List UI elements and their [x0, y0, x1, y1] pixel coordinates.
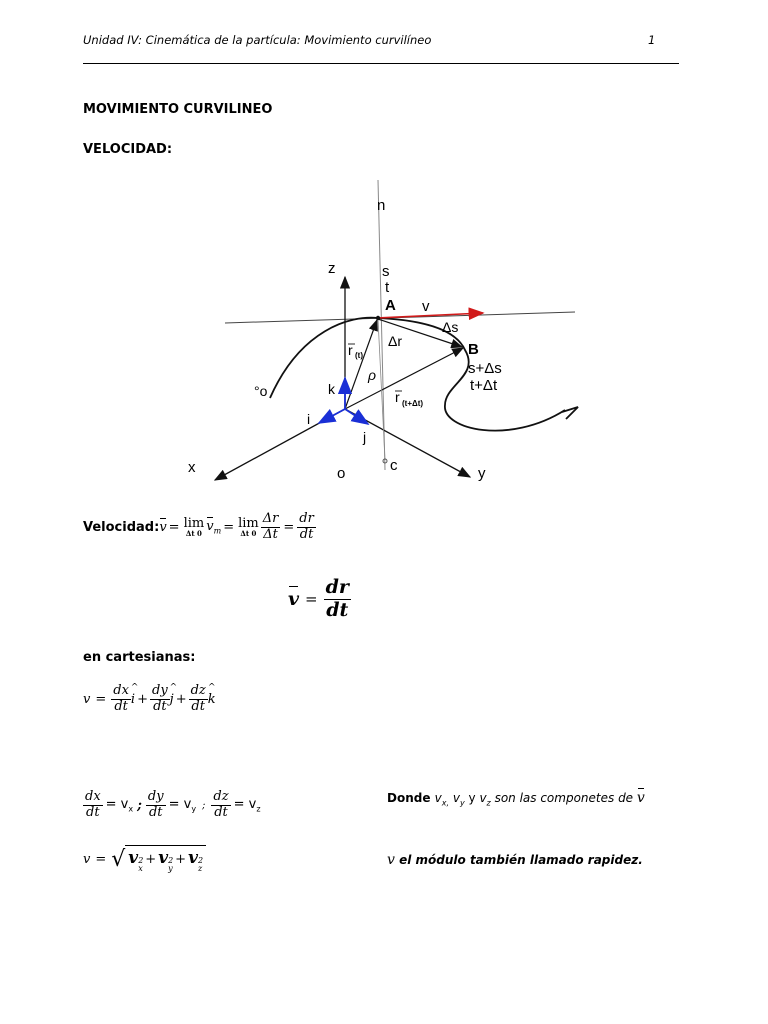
equals-vz: = v — [233, 797, 257, 813]
r-t-vector — [345, 320, 377, 409]
label-t-plus-delta-t: t+Δt — [470, 377, 498, 394]
label-x: x — [188, 459, 196, 476]
label-o: o — [337, 465, 346, 482]
point-a — [376, 316, 380, 320]
trajectory-curve — [270, 318, 565, 431]
k-hat: ^ k — [208, 692, 216, 707]
dy-dt-fraction: $\frac{dy}{dt}$ — [147, 789, 164, 820]
equals-vy: = v — [168, 797, 192, 813]
i-unit-vector — [319, 409, 345, 423]
derivative-fraction — [297, 512, 316, 543]
equals: = — [223, 519, 235, 535]
note-lead: Donde — [387, 791, 435, 805]
normal-line — [378, 180, 385, 470]
label-delta-s: Δs — [442, 319, 459, 335]
label-j: j — [363, 429, 367, 445]
denominator: Δt — [263, 526, 278, 542]
velocity-components-equation: $\frac{dx}{dt}$ = $v_x$ ; $\frac{dy}{dt}$ = $v_y$ ; $\frac{dz}{dt}$ = $v_z$ — [85, 789, 261, 820]
dx-dt-fraction: $\frac{dx}{dt}$ — [85, 789, 101, 820]
numerator: Δr — [262, 511, 279, 526]
label-n: n — [377, 197, 386, 214]
label-b: B — [468, 341, 479, 358]
label-s-plus-delta-s: s+Δs — [468, 360, 502, 377]
v-bar: v — [636, 790, 645, 806]
denominator: dt — [326, 598, 349, 621]
j-unit-vector — [345, 409, 368, 424]
label-a: A — [385, 297, 396, 314]
velocity-limit-equation — [83, 512, 316, 543]
dz-dt-fraction: $\frac{dz}{dt}$ — [213, 789, 229, 820]
equals: = — [95, 851, 107, 867]
plus: + — [175, 691, 187, 707]
i-hat: ^ i — [131, 692, 135, 707]
speed-magnitude-equation — [83, 845, 206, 873]
label-delta-r: Δr — [388, 333, 403, 349]
label-k: k — [328, 381, 335, 397]
delta-fraction — [261, 512, 281, 543]
denominator: dt — [299, 526, 314, 542]
lim-block — [238, 517, 259, 537]
numerator: dr — [325, 576, 349, 598]
derivative-fraction — [324, 577, 351, 622]
label-r-t-dt-sub: (t+Δt) — [402, 399, 424, 408]
equals: = — [283, 519, 295, 535]
lim-block — [184, 517, 205, 537]
label-v: v — [422, 298, 430, 315]
dx-dt-fraction: $\frac{dx}{dt}$ — [113, 683, 129, 714]
label-y: y — [478, 465, 486, 482]
separator: ; — [137, 797, 142, 813]
components-note: Donde $v_{x,}$ $v_y$ y $v_z$ son las componetes de v — [387, 790, 645, 808]
header-rule — [83, 63, 679, 64]
lim-text: lim — [238, 516, 259, 532]
section-title: MOVIMIENTO CURVILINEO — [83, 102, 273, 117]
v-bar: v — [288, 588, 300, 611]
equals: = — [168, 519, 180, 535]
equals: = — [95, 691, 107, 707]
lim-subscript: Δt 0 — [240, 529, 257, 539]
speed-note — [387, 852, 643, 868]
v-bar: v — [159, 519, 167, 535]
label-s: s — [382, 263, 390, 280]
label-z: z — [328, 260, 336, 277]
label-t: t — [385, 279, 390, 296]
label-rho: ρ — [368, 367, 377, 383]
lim-text: lim — [183, 516, 205, 532]
cartesian-label: en cartesianas: — [83, 650, 196, 665]
v-symbol: v — [83, 851, 91, 867]
dy-dt-fraction: $\frac{dy}{dt}$ — [152, 683, 168, 714]
label-r-t-dt: r — [395, 389, 400, 405]
v-symbol: v — [83, 691, 91, 707]
cartesian-velocity-equation — [83, 684, 216, 715]
plus: + — [137, 691, 148, 707]
v-symbol: v — [387, 852, 395, 868]
v-m: v — [206, 519, 214, 535]
equals: = — [305, 590, 318, 609]
v-m-sub: m — [213, 526, 222, 536]
lim-subscript: Δt 0 — [185, 529, 202, 539]
label-c: c — [390, 457, 398, 474]
speed-note-text: el módulo también llamado rapidez. — [394, 853, 643, 867]
label-r-t: r — [348, 342, 353, 358]
page-number: 1 — [648, 33, 656, 47]
label-r-t-sub: (t) — [355, 351, 363, 360]
j-hat: ^ j — [170, 692, 174, 707]
trajectory-arrowhead — [562, 407, 578, 419]
separator: ; — [202, 799, 206, 811]
label-origin-left: °o — [254, 383, 268, 399]
velocity-label: Velocidad: — [83, 519, 160, 535]
sqrt-radicand: v 2 x + v 2 y + v 2 z — [125, 845, 206, 873]
sqrt-sign: √ — [111, 846, 126, 872]
velocity-derivative-equation — [288, 577, 351, 622]
numerator: dr — [299, 511, 314, 526]
curvilinear-motion-diagram — [180, 180, 600, 490]
label-i: i — [307, 411, 311, 427]
page-header-title: Unidad IV: Cinemática de la partícula: Movimiento curvilíneo — [83, 33, 432, 47]
subsection-title: VELOCIDAD: — [83, 142, 173, 157]
dz-dt-fraction: $\frac{dz}{dt}$ — [190, 683, 206, 714]
equals-vx: = v — [105, 797, 129, 813]
